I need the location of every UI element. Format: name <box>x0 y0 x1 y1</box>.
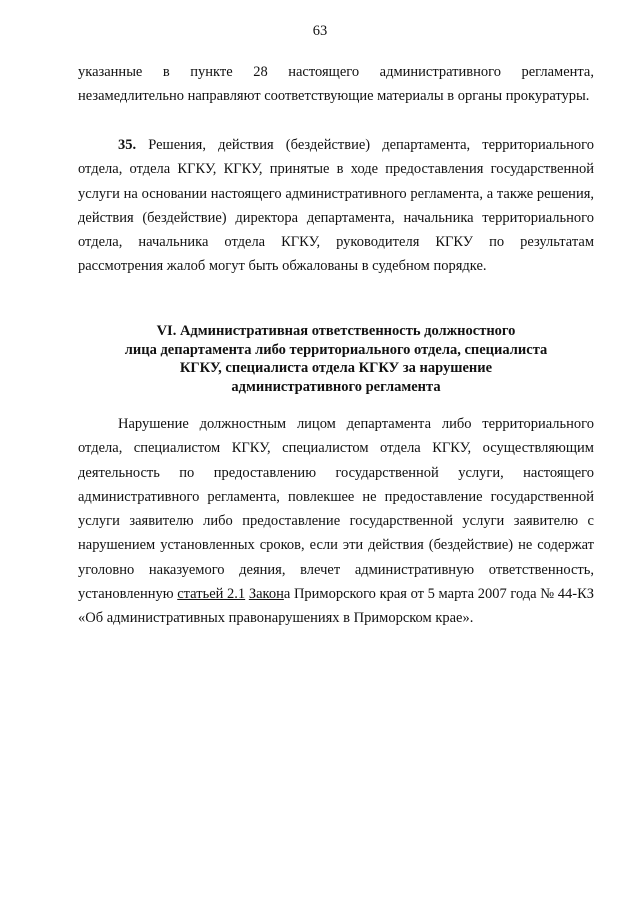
section-paragraph-text: Нарушение должностным лицом департамента либо территориального отдела, специалистом КГКУ, специалистом отдела КГКУ, осуществляющим деятельность по предоставлению государственной услуги, настоящего административного регламента, повлекшее не предоставление государственной услуги заявителю либо предоставление государственной услуги заявителю с нарушением установленных сроков, если эти действия (бездействие) не содержат уголовно наказуемого деяния, влечет административную ответственность, установленную <box>78 416 594 603</box>
section-heading-line: КГКУ, специалиста отдела КГКУ за нарушение <box>179 360 493 376</box>
article-link[interactable]: статьей 2.1 <box>177 586 246 603</box>
page-number: 63 <box>312 23 328 39</box>
law-link[interactable]: Закон <box>248 586 284 603</box>
section-heading-line: VI. Административная ответственность должностного <box>156 323 516 339</box>
paragraph-35 <box>78 133 594 279</box>
section-paragraph-text-end: а Приморского края от 5 марта 2007 года № 44-КЗ «Об административных правонарушениях в Приморском крае». <box>78 586 595 627</box>
section-heading-line: административного регламента <box>231 378 441 395</box>
continuation-paragraph <box>78 60 594 109</box>
section-heading <box>78 322 594 396</box>
paragraph-35-text: Решения, действия (бездействие) департамента, территориального отдела, отдела КГКУ, КГКУ, принятые в ходе предоставления государственной услуги на основании настоящего административного регламента, а также решения, действия (бездействие) директора департамента, начальника территориального отдела, начальника отдела КГКУ, руководителя КГКУ по результатам рассмотрения жалоб могут быть обжалованы в судебном порядке. <box>78 137 594 275</box>
continuation-text: указанные в пункте 28 настоящего административного регламента, незамедлительно направляют соответствующие материалы в органы прокуратуры. <box>78 64 594 105</box>
section-paragraph <box>78 412 594 631</box>
section-heading-line: лица департамента либо территориального отдела, специалиста <box>124 341 548 358</box>
paragraph-35-number: 35. <box>118 137 137 153</box>
